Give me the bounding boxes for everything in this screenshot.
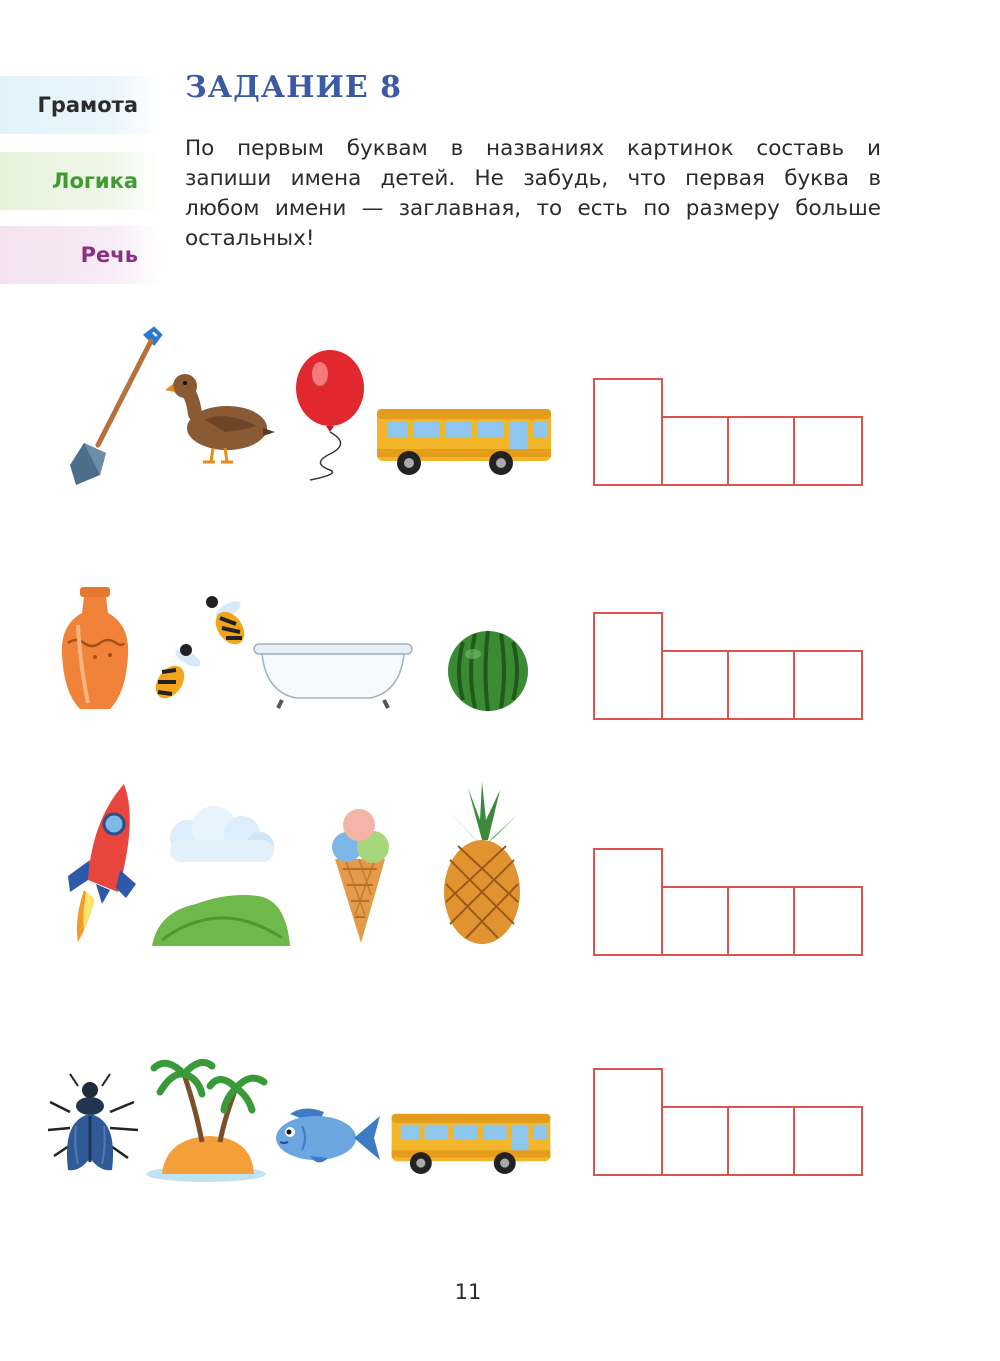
- instruction-line: запиши имена детей. Не забудь, что первая буква в: [185, 166, 881, 191]
- letter-box[interactable]: [793, 886, 863, 956]
- rocket-icon: [60, 780, 140, 945]
- puzzle-row-2: [0, 580, 1000, 780]
- letter-box[interactable]: [793, 1106, 863, 1176]
- letter-box[interactable]: [661, 416, 729, 486]
- bus-icon: [388, 1110, 554, 1176]
- letter-box[interactable]: [727, 1106, 795, 1176]
- wasps-icon: [140, 580, 250, 710]
- name-letter-boxes[interactable]: [593, 378, 863, 486]
- cloud-and-grass-icon: [148, 800, 293, 950]
- ice-cream-icon: [325, 795, 395, 945]
- tab-label: Грамота: [37, 93, 138, 117]
- letter-box[interactable]: [793, 650, 863, 720]
- letter-box[interactable]: [727, 650, 795, 720]
- task-instructions: [185, 134, 881, 254]
- task-title: ЗАДАНИЕ 8: [185, 70, 403, 105]
- instruction-line: По первым буквам в названиях картинок составь и: [185, 136, 881, 161]
- letter-box[interactable]: [661, 650, 729, 720]
- tab-label: Речь: [80, 243, 138, 267]
- letter-box[interactable]: [793, 416, 863, 486]
- letter-box-capital[interactable]: [593, 1068, 663, 1176]
- island-icon: [140, 1050, 270, 1186]
- name-letter-boxes[interactable]: [593, 1068, 863, 1176]
- puzzle-row-3: [0, 780, 1000, 980]
- name-letter-boxes[interactable]: [593, 612, 863, 720]
- letter-box-capital[interactable]: [593, 848, 663, 956]
- tab-label: Логика: [52, 169, 138, 193]
- bus-icon: [373, 405, 555, 477]
- tab-logika: [0, 152, 160, 210]
- tab-rech: [0, 226, 160, 284]
- letter-box-capital[interactable]: [593, 612, 663, 720]
- letter-box[interactable]: [661, 886, 729, 956]
- bathtub-icon: [252, 640, 414, 710]
- instruction-line: остальных!: [185, 226, 315, 251]
- watermelon-icon: [445, 628, 531, 714]
- beetle-icon: [48, 1072, 140, 1176]
- shovel-icon: [62, 325, 167, 490]
- letter-box[interactable]: [661, 1106, 729, 1176]
- puzzle-row-4: [0, 1050, 1000, 1250]
- instruction-line: любом имени — заглавная, то есть по размеру больше: [185, 196, 881, 221]
- letter-box[interactable]: [727, 416, 795, 486]
- fish-icon: [270, 1100, 382, 1170]
- balloon-icon: [290, 348, 370, 483]
- vase-icon: [58, 585, 132, 713]
- puzzle-row-1: [0, 320, 1000, 520]
- letter-box-capital[interactable]: [593, 378, 663, 486]
- duck-icon: [165, 370, 275, 470]
- letter-box[interactable]: [727, 886, 795, 956]
- tab-gramota: [0, 76, 160, 134]
- name-letter-boxes[interactable]: [593, 848, 863, 956]
- page-number: 11: [454, 1280, 482, 1304]
- pineapple-icon: [432, 780, 532, 948]
